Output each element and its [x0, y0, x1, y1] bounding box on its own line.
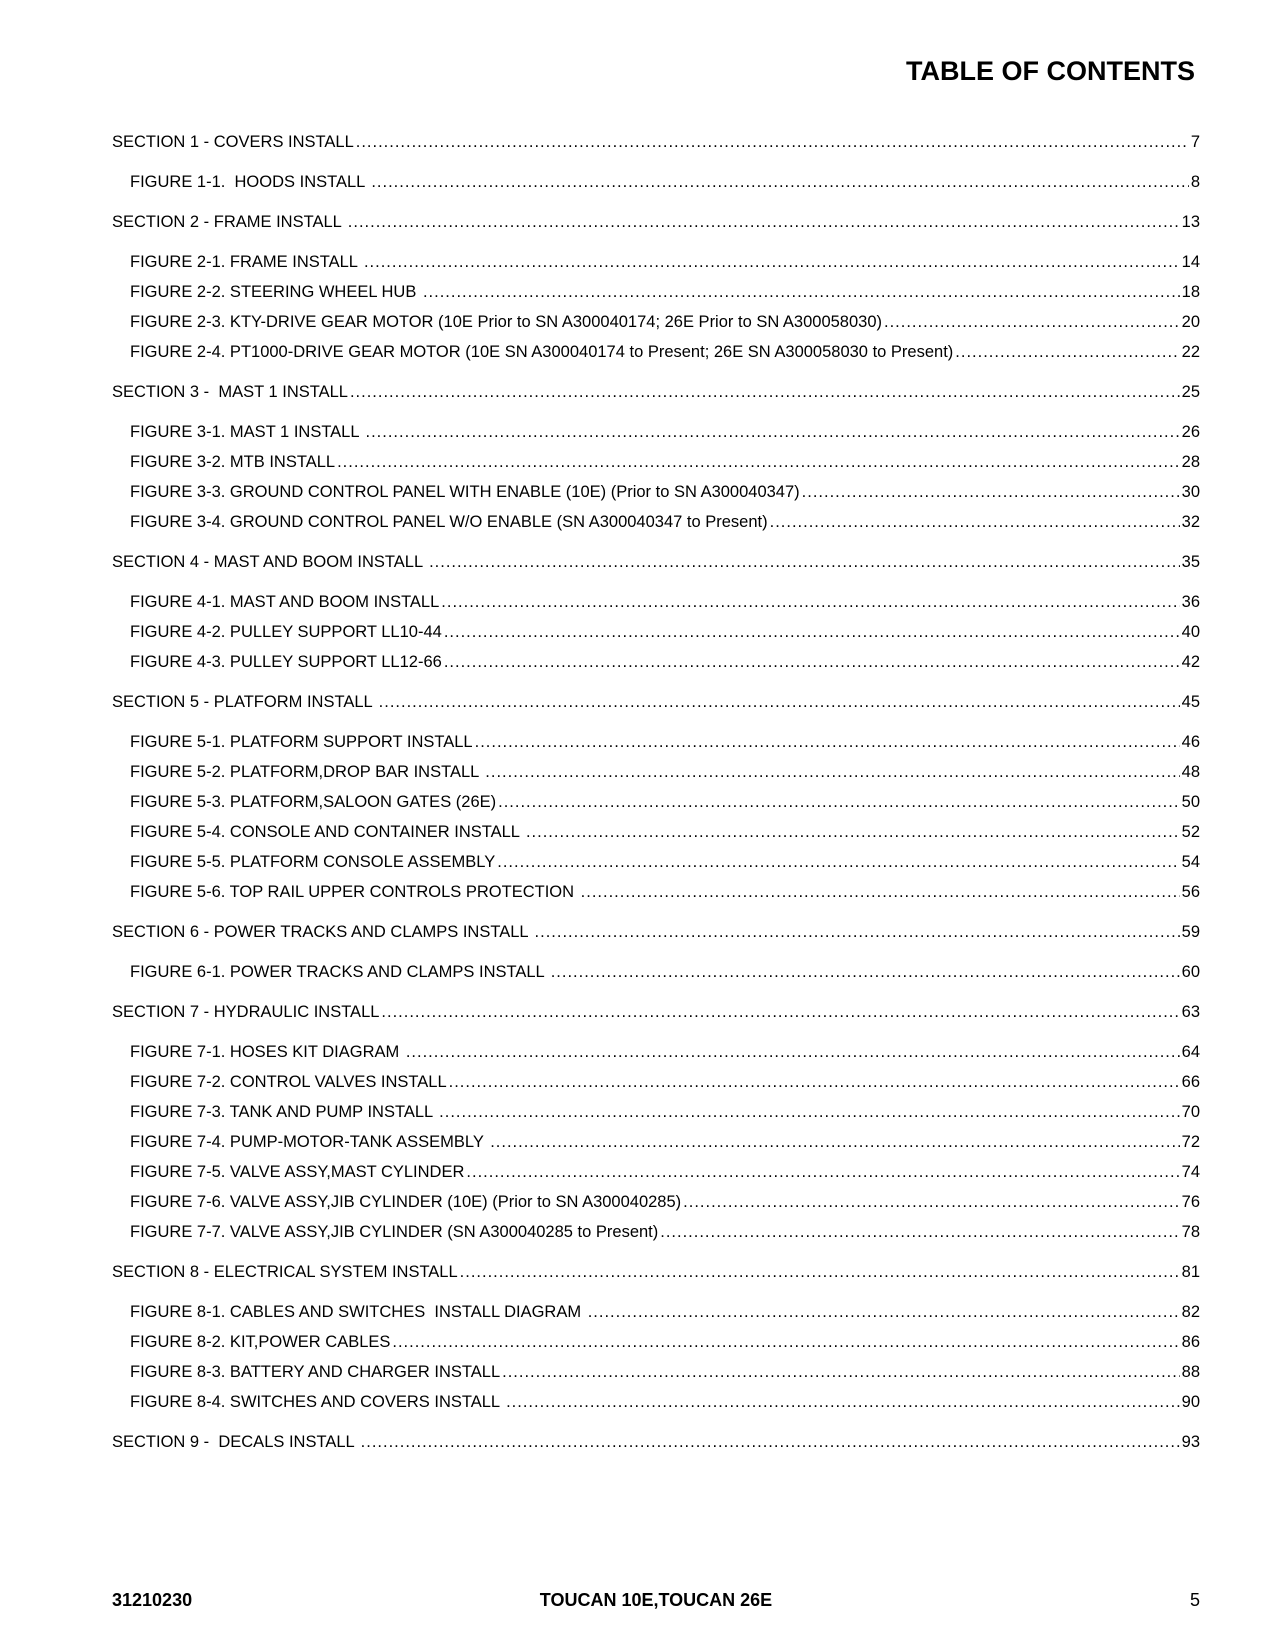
- toc-entry-title: FIGURE 7-7. VALVE ASSY,JIB CYLINDER (SN A300040285 to Present): [130, 1223, 659, 1241]
- toc-figure-entry[interactable]: [112, 592, 1200, 612]
- toc-figure-entry[interactable]: [112, 1302, 1200, 1322]
- toc-section-entry[interactable]: [112, 212, 1200, 232]
- dot-leader: [356, 132, 1189, 152]
- toc-entry-page: 32: [1181, 513, 1200, 531]
- toc-figure-entry[interactable]: [112, 342, 1200, 362]
- toc-section-entry[interactable]: [112, 922, 1200, 942]
- toc-entry-page: 64: [1181, 1043, 1200, 1061]
- dot-leader: [337, 452, 1180, 472]
- toc-entry-title: SECTION 8 - ELECTRICAL SYSTEM INSTALL: [112, 1263, 458, 1281]
- toc-entry-title: FIGURE 7-6. VALVE ASSY,JIB CYLINDER (10E) (Prior to SN A300040285): [130, 1193, 682, 1211]
- toc-entry-page: 82: [1181, 1303, 1200, 1321]
- dot-leader: [506, 1392, 1180, 1412]
- toc-entry-page: 18: [1181, 283, 1200, 301]
- toc-figure-entry[interactable]: [112, 1332, 1200, 1352]
- toc-entry-title: FIGURE 4-1. MAST AND BOOM INSTALL: [130, 593, 440, 611]
- page-title: TABLE OF CONTENTS: [906, 56, 1195, 86]
- toc-figure-entry[interactable]: [112, 282, 1200, 302]
- dot-leader: [485, 762, 1179, 782]
- toc-entry-title: FIGURE 3-4. GROUND CONTROL PANEL W/O ENABLE (SN A300040347 to Present): [130, 513, 768, 531]
- toc-entry-page: 59: [1181, 923, 1200, 941]
- toc-section-entry[interactable]: [112, 1002, 1200, 1022]
- toc-entry-page: 66: [1181, 1073, 1200, 1091]
- dot-leader: [366, 422, 1180, 442]
- toc-section-entry[interactable]: [112, 382, 1200, 402]
- toc-figure-entry[interactable]: [112, 1362, 1200, 1382]
- dot-leader: [406, 1042, 1180, 1062]
- toc-figure-entry[interactable]: [112, 482, 1200, 502]
- toc-entry-page: 86: [1181, 1333, 1200, 1351]
- dot-leader: [350, 382, 1180, 402]
- toc-entry-page: 54: [1181, 853, 1200, 871]
- toc-entry-title: FIGURE 2-2. STEERING WHEEL HUB: [130, 283, 421, 301]
- toc-section-entry[interactable]: [112, 1262, 1200, 1282]
- dot-leader: [884, 312, 1180, 332]
- dot-leader: [498, 792, 1180, 812]
- toc-entry-page: 40: [1181, 623, 1200, 641]
- toc-entry-page: 56: [1181, 883, 1200, 901]
- toc-figure-entry[interactable]: [112, 1392, 1200, 1412]
- toc-entry-page: 45: [1181, 693, 1200, 711]
- toc-figure-entry[interactable]: [112, 882, 1200, 902]
- dot-leader: [441, 592, 1179, 612]
- toc-entry-title: SECTION 4 - MAST AND BOOM INSTALL: [112, 553, 428, 571]
- dot-leader: [348, 212, 1180, 232]
- toc-figure-entry[interactable]: [112, 512, 1200, 532]
- toc-entry-title: SECTION 7 - HYDRAULIC INSTALL: [112, 1003, 380, 1021]
- dot-leader: [364, 252, 1180, 272]
- toc-entry-title: FIGURE 7-2. CONTROL VALVES INSTALL: [130, 1073, 447, 1091]
- dot-leader: [683, 1192, 1179, 1212]
- toc-figure-entry[interactable]: [112, 1132, 1200, 1152]
- toc-entry-title: FIGURE 4-3. PULLEY SUPPORT LL12-66: [130, 653, 442, 671]
- dot-leader: [502, 1362, 1180, 1382]
- toc-figure-entry[interactable]: [112, 252, 1200, 272]
- dot-leader: [551, 962, 1180, 982]
- toc-figure-entry[interactable]: [112, 962, 1200, 982]
- toc-entry-title: SECTION 6 - POWER TRACKS AND CLAMPS INSTALL: [112, 923, 533, 941]
- toc-figure-entry[interactable]: [112, 1072, 1200, 1092]
- toc-entry-page: 42: [1181, 653, 1200, 671]
- toc-entry-title: FIGURE 8-4. SWITCHES AND COVERS INSTALL: [130, 1393, 505, 1411]
- toc-entry-title: FIGURE 6-1. POWER TRACKS AND CLAMPS INSTALL: [130, 963, 549, 981]
- dot-leader: [444, 652, 1180, 672]
- toc-entry-title: FIGURE 2-4. PT1000-DRIVE GEAR MOTOR (10E SN A300040174 to Present; 26E SN A300058030 to Present): [130, 343, 954, 361]
- dot-leader: [955, 342, 1179, 362]
- toc-figure-entry[interactable]: [112, 452, 1200, 472]
- dot-leader: [466, 1162, 1179, 1182]
- toc-entry-page: 70: [1181, 1103, 1200, 1121]
- toc-entry-title: SECTION 3 - MAST 1 INSTALL: [112, 383, 348, 401]
- dot-leader: [490, 1132, 1179, 1152]
- dot-leader: [361, 1432, 1180, 1452]
- toc-entry-page: 81: [1181, 1263, 1200, 1281]
- toc-entry-page: 76: [1181, 1193, 1200, 1211]
- toc-figure-entry[interactable]: [112, 822, 1200, 842]
- toc-entry-title: FIGURE 2-3. KTY-DRIVE GEAR MOTOR (10E Prior to SN A300040174; 26E Prior to SN A300058030): [130, 313, 883, 331]
- toc-entry-title: FIGURE 7-4. PUMP-MOTOR-TANK ASSEMBLY: [130, 1133, 489, 1151]
- toc-figure-entry[interactable]: [112, 422, 1200, 442]
- dot-leader: [392, 1332, 1179, 1352]
- product-name: TOUCAN 10E,TOUCAN 26E: [539, 1590, 773, 1610]
- toc-figure-entry[interactable]: [112, 1192, 1200, 1212]
- dot-leader: [581, 882, 1180, 902]
- dot-leader: [588, 1302, 1180, 1322]
- toc-entry-title: FIGURE 4-2. PULLEY SUPPORT LL10-44: [130, 623, 442, 641]
- toc-figure-entry[interactable]: [112, 1222, 1200, 1242]
- toc-entry-title: FIGURE 7-5. VALVE ASSY,MAST CYLINDER: [130, 1163, 465, 1181]
- dot-leader: [439, 1102, 1179, 1122]
- toc-entry-page: 63: [1181, 1003, 1200, 1021]
- toc-entry-page: 52: [1181, 823, 1200, 841]
- toc-entry-page: 22: [1181, 343, 1200, 361]
- toc-entry-title: SECTION 9 - DECALS INSTALL: [112, 1433, 359, 1451]
- toc-figure-entry[interactable]: [112, 1042, 1200, 1062]
- toc-figure-entry[interactable]: [112, 1162, 1200, 1182]
- toc-figure-entry[interactable]: [112, 622, 1200, 642]
- dot-leader: [535, 922, 1180, 942]
- toc-entry-title: FIGURE 7-3. TANK AND PUMP INSTALL: [130, 1103, 438, 1121]
- dot-leader: [444, 622, 1180, 642]
- toc-entry-page: 26: [1181, 423, 1200, 441]
- toc-figure-entry[interactable]: [112, 792, 1200, 812]
- toc-entry-title: FIGURE 8-1. CABLES AND SWITCHES INSTALL DIAGRAM: [130, 1303, 586, 1321]
- toc-entry-title: FIGURE 5-6. TOP RAIL UPPER CONTROLS PROTECTION: [130, 883, 579, 901]
- toc-entry-page: 30: [1181, 483, 1200, 501]
- toc-entry-title: FIGURE 3-3. GROUND CONTROL PANEL WITH ENABLE (10E) (Prior to SN A300040347): [130, 483, 800, 501]
- toc-section-entry[interactable]: [112, 132, 1200, 152]
- toc-figure-entry[interactable]: [112, 172, 1200, 192]
- toc-entry-page: 48: [1181, 763, 1200, 781]
- toc-entry-title: FIGURE 8-2. KIT,POWER CABLES: [130, 1333, 391, 1351]
- toc-entry-title: SECTION 5 - PLATFORM INSTALL: [112, 693, 377, 711]
- toc-entry-title: FIGURE 5-4. CONSOLE AND CONTAINER INSTALL: [130, 823, 524, 841]
- toc-entry-title: FIGURE 8-3. BATTERY AND CHARGER INSTALL: [130, 1363, 501, 1381]
- toc-entry-page: 74: [1181, 1163, 1200, 1181]
- dot-leader: [379, 692, 1180, 712]
- dot-leader: [770, 512, 1180, 532]
- dot-leader: [460, 1262, 1180, 1282]
- toc-entry-page: 20: [1181, 313, 1200, 331]
- toc-entry-page: 90: [1181, 1393, 1200, 1411]
- toc-entry-title: FIGURE 5-1. PLATFORM SUPPORT INSTALL: [130, 733, 473, 751]
- toc-entry-page: 35: [1181, 553, 1200, 571]
- toc-entry-page: 13: [1181, 213, 1200, 231]
- toc-entry-title: FIGURE 2-1. FRAME INSTALL: [130, 253, 362, 271]
- toc-entry-page: 36: [1181, 593, 1200, 611]
- dot-leader: [802, 482, 1180, 502]
- toc-figure-entry[interactable]: [112, 852, 1200, 872]
- toc-entry-title: FIGURE 5-2. PLATFORM,DROP BAR INSTALL: [130, 763, 484, 781]
- dot-leader: [475, 732, 1180, 752]
- toc-entry-page: 88: [1181, 1363, 1200, 1381]
- toc-entry-page: 14: [1181, 253, 1200, 271]
- toc-figure-entry[interactable]: [112, 312, 1200, 332]
- dot-leader: [429, 552, 1180, 572]
- toc-figure-entry[interactable]: [112, 652, 1200, 672]
- toc-entry-title: FIGURE 3-1. MAST 1 INSTALL: [130, 423, 364, 441]
- toc-figure-entry[interactable]: [112, 762, 1200, 782]
- toc-entry-title: FIGURE 5-3. PLATFORM,SALOON GATES (26E): [130, 793, 497, 811]
- toc-entry-page: 78: [1181, 1223, 1200, 1241]
- toc-section-entry[interactable]: [112, 1432, 1200, 1452]
- toc-entry-page: 93: [1181, 1433, 1200, 1451]
- toc-entry-page: 46: [1181, 733, 1200, 751]
- dot-leader: [497, 852, 1179, 872]
- dot-leader: [381, 1002, 1179, 1022]
- table-of-contents: [112, 132, 1200, 1452]
- toc-entry-title: SECTION 2 - FRAME INSTALL: [112, 213, 346, 231]
- toc-figure-entry[interactable]: [112, 1102, 1200, 1122]
- toc-entry-page: 8: [1190, 173, 1200, 191]
- toc-section-entry[interactable]: [112, 552, 1200, 572]
- toc-entry-title: SECTION 1 - COVERS INSTALL: [112, 133, 354, 151]
- dot-leader: [371, 172, 1189, 192]
- dot-leader: [423, 282, 1180, 302]
- toc-entry-page: 60: [1181, 963, 1200, 981]
- dot-leader: [660, 1222, 1179, 1242]
- dot-leader: [449, 1072, 1180, 1092]
- toc-entry-title: FIGURE 3-2. MTB INSTALL: [130, 453, 336, 471]
- toc-entry-page: 72: [1181, 1133, 1200, 1151]
- dot-leader: [526, 822, 1180, 842]
- toc-entry-page: 25: [1181, 383, 1200, 401]
- toc-entry-page: 7: [1190, 133, 1200, 151]
- toc-section-entry[interactable]: [112, 692, 1200, 712]
- document-number: 31210230: [112, 1590, 193, 1610]
- page-number: 5: [1189, 1590, 1200, 1610]
- toc-figure-entry[interactable]: [112, 732, 1200, 752]
- toc-entry-page: 50: [1181, 793, 1200, 811]
- toc-entry-title: FIGURE 7-1. HOSES KIT DIAGRAM: [130, 1043, 404, 1061]
- toc-entry-title: FIGURE 1-1. HOODS INSTALL: [130, 173, 370, 191]
- toc-entry-title: FIGURE 5-5. PLATFORM CONSOLE ASSEMBLY: [130, 853, 496, 871]
- toc-entry-page: 28: [1181, 453, 1200, 471]
